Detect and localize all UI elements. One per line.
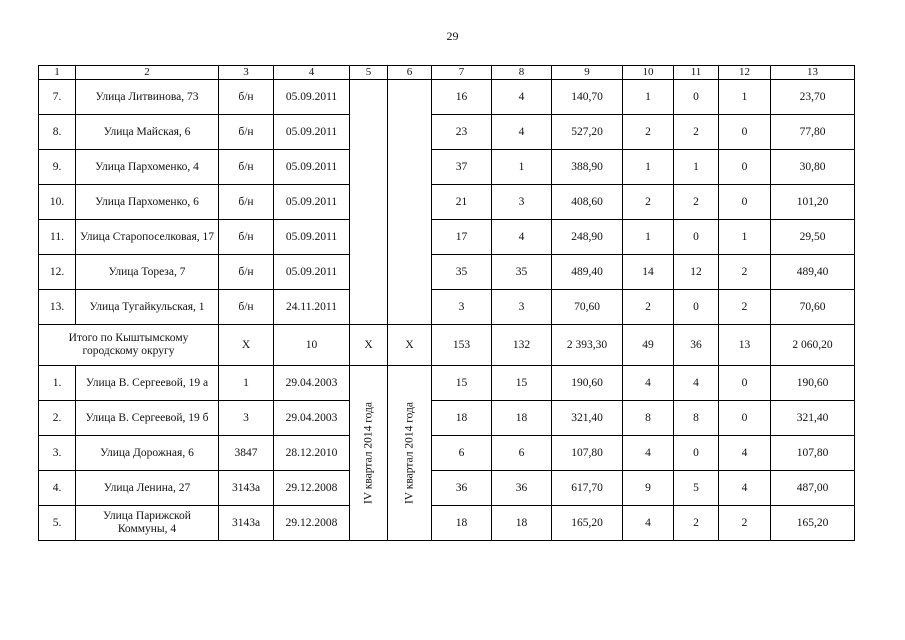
value-cell-11: 0: [674, 80, 719, 115]
date-cell: 05.09.2011: [274, 115, 350, 150]
value-cell-12: 4: [719, 471, 771, 506]
column-header-12: 12: [719, 66, 771, 80]
total-c7: 153: [432, 325, 492, 366]
value-cell-7: 6: [432, 436, 492, 471]
column-header-10: 10: [623, 66, 674, 80]
column-header-1: 1: [39, 66, 76, 80]
value-cell-8: 18: [492, 506, 552, 541]
value-cell-9: 408,60: [552, 185, 623, 220]
page-number: 29: [446, 29, 459, 43]
value-cell-13: 29,50: [771, 220, 855, 255]
value-cell-9: 489,40: [552, 255, 623, 290]
value-cell-13: 487,00: [771, 471, 855, 506]
address-cell: Улица Пархоменко, 6: [76, 185, 219, 220]
value-cell-12: 1: [719, 80, 771, 115]
row-number: 3.: [39, 436, 76, 471]
value-cell-8: 1: [492, 150, 552, 185]
value-cell-13: 30,80: [771, 150, 855, 185]
total-label: Итого по Кыштымскому городскому округу: [39, 325, 219, 366]
date-cell: 29.12.2008: [274, 506, 350, 541]
document-number-cell: 1: [219, 366, 274, 401]
value-cell-12: 2: [719, 290, 771, 325]
value-cell-7: 23: [432, 115, 492, 150]
address-cell: Улица Тореза, 7: [76, 255, 219, 290]
value-cell-11: 12: [674, 255, 719, 290]
address-cell: Улица Майская, 6: [76, 115, 219, 150]
column-header-11: 11: [674, 66, 719, 80]
row-number: 8.: [39, 115, 76, 150]
value-cell-9: 388,90: [552, 150, 623, 185]
row-number: 12.: [39, 255, 76, 290]
value-cell-13: 70,60: [771, 290, 855, 325]
value-cell-10: 1: [623, 220, 674, 255]
value-cell-11: 0: [674, 220, 719, 255]
document-number-cell: б/н: [219, 220, 274, 255]
column-header-13: 13: [771, 66, 855, 80]
value-cell-8: 36: [492, 471, 552, 506]
document-number-cell: 3143а: [219, 471, 274, 506]
column-header-6: 6: [388, 66, 432, 80]
address-cell: Улица Литвинова, 73: [76, 80, 219, 115]
value-cell-12: 0: [719, 115, 771, 150]
total-c4: 10: [274, 325, 350, 366]
address-cell: Улица Пархоменко, 4: [76, 150, 219, 185]
table-row: [39, 506, 855, 541]
value-cell-11: 5: [674, 471, 719, 506]
table-row: [39, 115, 855, 150]
total-c12: 13: [719, 325, 771, 366]
address-cell: Улица Парижской Коммуны, 4: [76, 506, 219, 541]
date-cell: 24.11.2011: [274, 290, 350, 325]
value-cell-12: 1: [719, 220, 771, 255]
value-cell-7: 36: [432, 471, 492, 506]
address-cell: Улица Ленина, 27: [76, 471, 219, 506]
value-cell-8: 35: [492, 255, 552, 290]
value-cell-8: 4: [492, 115, 552, 150]
value-cell-7: 15: [432, 366, 492, 401]
row-number: 13.: [39, 290, 76, 325]
value-cell-11: 1: [674, 150, 719, 185]
table-row: [39, 220, 855, 255]
date-cell: 29.04.2003: [274, 401, 350, 436]
value-cell-11: 4: [674, 366, 719, 401]
value-cell-13: 107,80: [771, 436, 855, 471]
value-cell-7: 3: [432, 290, 492, 325]
value-cell-8: 3: [492, 185, 552, 220]
value-cell-13: 165,20: [771, 506, 855, 541]
document-number-cell: б/н: [219, 150, 274, 185]
row-number: 10.: [39, 185, 76, 220]
value-cell-9: 527,20: [552, 115, 623, 150]
date-cell: 05.09.2011: [274, 220, 350, 255]
document-number-cell: б/н: [219, 185, 274, 220]
value-cell-10: 2: [623, 290, 674, 325]
total-c9: 2 393,30: [552, 325, 623, 366]
document-number-cell: б/н: [219, 255, 274, 290]
row-number: 9.: [39, 150, 76, 185]
value-cell-8: 4: [492, 220, 552, 255]
value-cell-12: 0: [719, 150, 771, 185]
value-cell-7: 18: [432, 401, 492, 436]
table-row: [39, 401, 855, 436]
period-cell-5: [350, 80, 388, 325]
total-c11: 36: [674, 325, 719, 366]
value-cell-9: 165,20: [552, 506, 623, 541]
value-cell-7: 16: [432, 80, 492, 115]
document-number-cell: 3: [219, 401, 274, 436]
data-table: [38, 65, 855, 541]
row-number: 11.: [39, 220, 76, 255]
column-header-3: 3: [219, 66, 274, 80]
value-cell-10: 1: [623, 150, 674, 185]
value-cell-10: 1: [623, 80, 674, 115]
document-number-cell: б/н: [219, 115, 274, 150]
value-cell-10: 2: [623, 185, 674, 220]
value-cell-13: 23,70: [771, 80, 855, 115]
value-cell-7: 35: [432, 255, 492, 290]
table-row: [39, 471, 855, 506]
value-cell-7: 17: [432, 220, 492, 255]
column-header-5: 5: [350, 66, 388, 80]
total-c6: Х: [388, 325, 432, 366]
value-cell-13: 321,40: [771, 401, 855, 436]
table-row: [39, 185, 855, 220]
date-cell: 29.04.2003: [274, 366, 350, 401]
address-cell: Улица Дорожная, 6: [76, 436, 219, 471]
value-cell-13: 190,60: [771, 366, 855, 401]
column-header-2: 2: [76, 66, 219, 80]
total-c8: 132: [492, 325, 552, 366]
value-cell-8: 15: [492, 366, 552, 401]
period-cell-6: [388, 366, 432, 541]
column-header-4: 4: [274, 66, 350, 80]
value-cell-8: 18: [492, 401, 552, 436]
value-cell-8: 3: [492, 290, 552, 325]
value-cell-9: 107,80: [552, 436, 623, 471]
value-cell-12: 0: [719, 401, 771, 436]
value-cell-9: 248,90: [552, 220, 623, 255]
value-cell-8: 4: [492, 80, 552, 115]
value-cell-9: 70,60: [552, 290, 623, 325]
value-cell-10: 4: [623, 366, 674, 401]
date-cell: 05.09.2011: [274, 80, 350, 115]
row-number: 4.: [39, 471, 76, 506]
table-row: [39, 80, 855, 115]
value-cell-7: 37: [432, 150, 492, 185]
period-cell-5: [350, 366, 388, 541]
total-c13: 2 060,20: [771, 325, 855, 366]
date-cell: 05.09.2011: [274, 255, 350, 290]
document-number-cell: 3847: [219, 436, 274, 471]
table-row: [39, 290, 855, 325]
column-header-9: 9: [552, 66, 623, 80]
value-cell-11: 2: [674, 115, 719, 150]
value-cell-13: 101,20: [771, 185, 855, 220]
header-row: [39, 66, 855, 80]
address-cell: Улица В. Сергеевой, 19 б: [76, 401, 219, 436]
document-number-cell: б/н: [219, 290, 274, 325]
value-cell-10: 8: [623, 401, 674, 436]
value-cell-12: 0: [719, 185, 771, 220]
date-cell: 05.09.2011: [274, 150, 350, 185]
value-cell-12: 2: [719, 506, 771, 541]
date-cell: 29.12.2008: [274, 471, 350, 506]
table-row: [39, 150, 855, 185]
table-row: [39, 255, 855, 290]
row-number: 2.: [39, 401, 76, 436]
table-row: [39, 366, 855, 401]
document-number-cell: 3143а: [219, 506, 274, 541]
column-header-8: 8: [492, 66, 552, 80]
value-cell-13: 77,80: [771, 115, 855, 150]
value-cell-10: 4: [623, 506, 674, 541]
value-cell-8: 6: [492, 436, 552, 471]
quarter-label: IV квартал 2014 года: [403, 401, 415, 505]
value-cell-10: 9: [623, 471, 674, 506]
value-cell-13: 489,40: [771, 255, 855, 290]
value-cell-11: 2: [674, 506, 719, 541]
value-cell-12: 0: [719, 366, 771, 401]
value-cell-7: 18: [432, 506, 492, 541]
value-cell-11: 0: [674, 290, 719, 325]
value-cell-11: 2: [674, 185, 719, 220]
row-number: 1.: [39, 366, 76, 401]
column-header-7: 7: [432, 66, 492, 80]
value-cell-10: 4: [623, 436, 674, 471]
value-cell-11: 0: [674, 436, 719, 471]
document-number-cell: б/н: [219, 80, 274, 115]
total-c5: Х: [350, 325, 388, 366]
value-cell-9: 190,60: [552, 366, 623, 401]
value-cell-9: 321,40: [552, 401, 623, 436]
value-cell-10: 14: [623, 255, 674, 290]
date-cell: 05.09.2011: [274, 185, 350, 220]
address-cell: Улица В. Сергеевой, 19 а: [76, 366, 219, 401]
date-cell: 28.12.2010: [274, 436, 350, 471]
table-row: [39, 436, 855, 471]
value-cell-12: 4: [719, 436, 771, 471]
value-cell-12: 2: [719, 255, 771, 290]
row-number: 7.: [39, 80, 76, 115]
row-number: 5.: [39, 506, 76, 541]
total-row: [39, 325, 855, 366]
value-cell-9: 140,70: [552, 80, 623, 115]
address-cell: Улица Тугайкульская, 1: [76, 290, 219, 325]
address-cell: Улица Старопоселковая, 17: [76, 220, 219, 255]
total-c3: Х: [219, 325, 274, 366]
period-cell-6: [388, 80, 432, 325]
value-cell-10: 2: [623, 115, 674, 150]
value-cell-7: 21: [432, 185, 492, 220]
total-c10: 49: [623, 325, 674, 366]
value-cell-9: 617,70: [552, 471, 623, 506]
quarter-label: IV квартал 2014 года: [362, 401, 374, 505]
value-cell-11: 8: [674, 401, 719, 436]
